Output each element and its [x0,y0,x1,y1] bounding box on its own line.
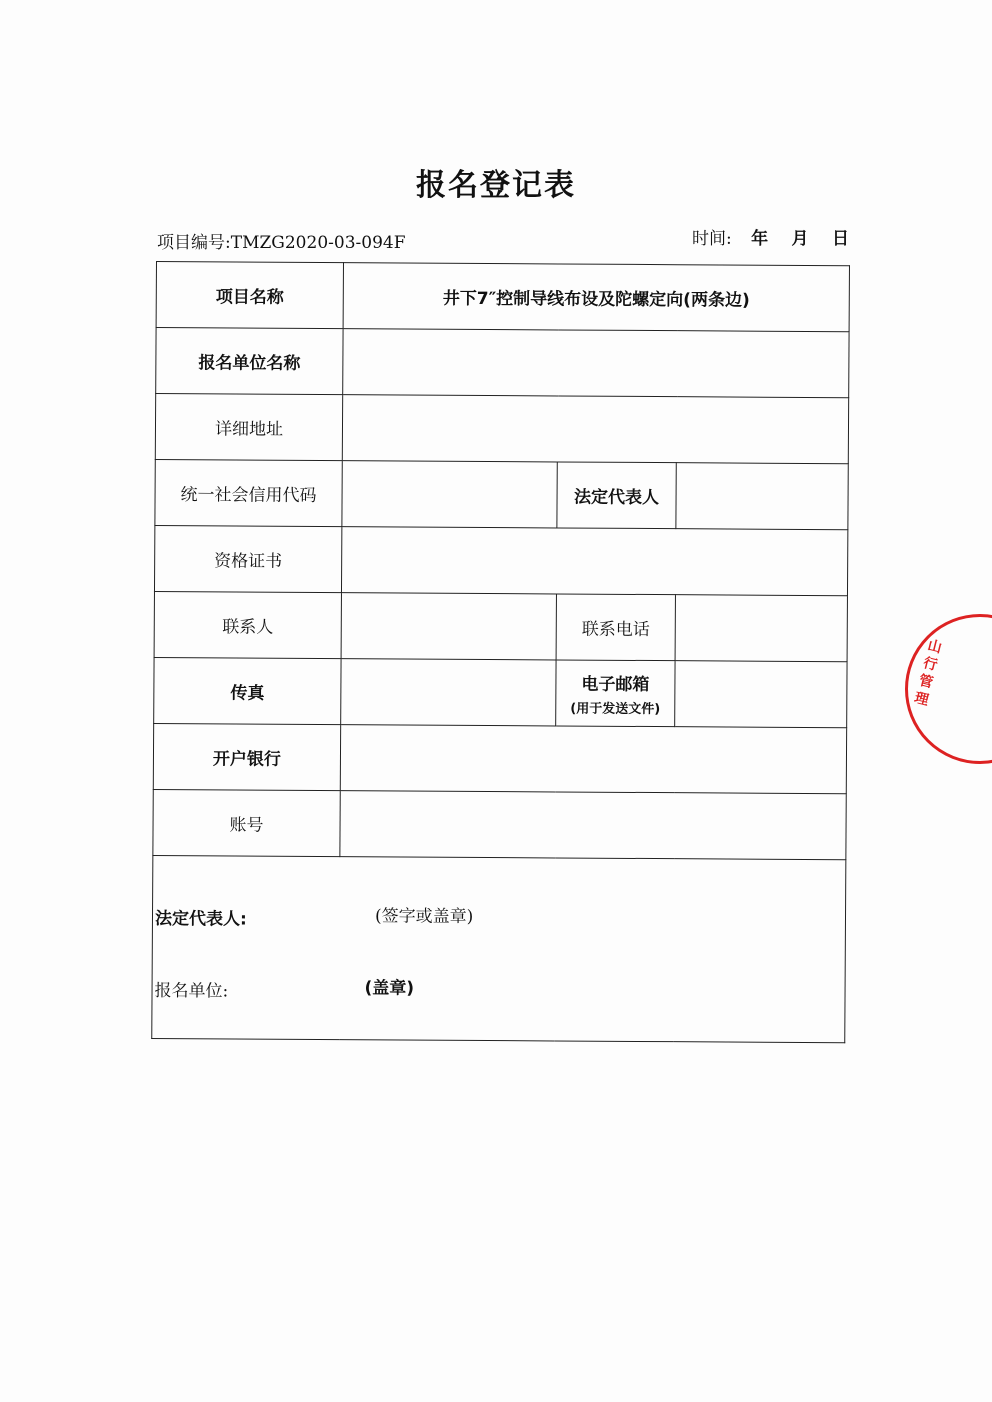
registration-table [151,261,850,1043]
row-unit-name [156,328,849,398]
legal-rep-field[interactable] [676,463,848,530]
email-label-note: (用于发送文件) [570,701,661,718]
email-label: 电子邮箱 [581,674,650,696]
date-line [692,224,849,249]
date-year: 年 [751,229,769,249]
row-credit-code [155,459,848,529]
signature-block [152,855,846,1042]
fax-label: 传真 [154,657,341,724]
fax-field[interactable] [341,659,556,726]
credit-code-field[interactable] [342,461,557,528]
bank-field[interactable] [340,725,846,794]
row-account [153,789,846,859]
row-contact [154,591,847,661]
project-number: 项目编号:TMZG2020-03-094F [157,233,406,253]
unit-sign-note[interactable]: (盖章) [364,978,415,999]
address-field[interactable] [342,395,848,464]
address-label: 详细地址 [155,394,342,461]
date-month: 月 [791,229,809,249]
page-title: 报名登记表 [416,168,576,203]
phone-label: 联系电话 [556,594,675,661]
row-project-name [156,262,849,332]
legal-rep-sign-label: 法定代表人: [154,909,247,930]
account-field[interactable] [340,791,846,860]
account-label: 账号 [153,789,340,856]
date-label: 时间: [692,229,732,249]
contact-label: 联系人 [154,591,341,658]
row-signature [152,855,846,1042]
unit-name-field[interactable] [343,329,849,398]
qualification-field[interactable] [341,527,847,596]
email-label-cell [556,660,675,727]
legal-rep-label: 法定代表人 [557,462,676,529]
project-name-label: 项目名称 [156,262,343,329]
project-name-value[interactable]: 井下7″控制导线布设及陀螺定向(两条边) [343,263,849,332]
date-day: 日 [831,229,849,249]
contact-field[interactable] [341,593,556,660]
unit-name-label: 报名单位名称 [156,328,343,395]
email-field[interactable] [675,661,847,728]
row-address [155,394,848,464]
phone-field[interactable] [675,595,847,662]
seal-text: 山行管理 [912,637,944,709]
bank-label: 开户银行 [153,723,340,790]
official-seal [905,610,992,770]
unit-sign-label: 报名单位: [154,981,229,1002]
row-fax [154,657,847,727]
row-qualification [154,525,847,595]
qualification-label: 资格证书 [154,525,341,592]
legal-rep-sign-note[interactable]: (签字或盖章) [374,906,474,927]
row-bank [153,723,846,793]
credit-code-label: 统一社会信用代码 [155,459,342,526]
